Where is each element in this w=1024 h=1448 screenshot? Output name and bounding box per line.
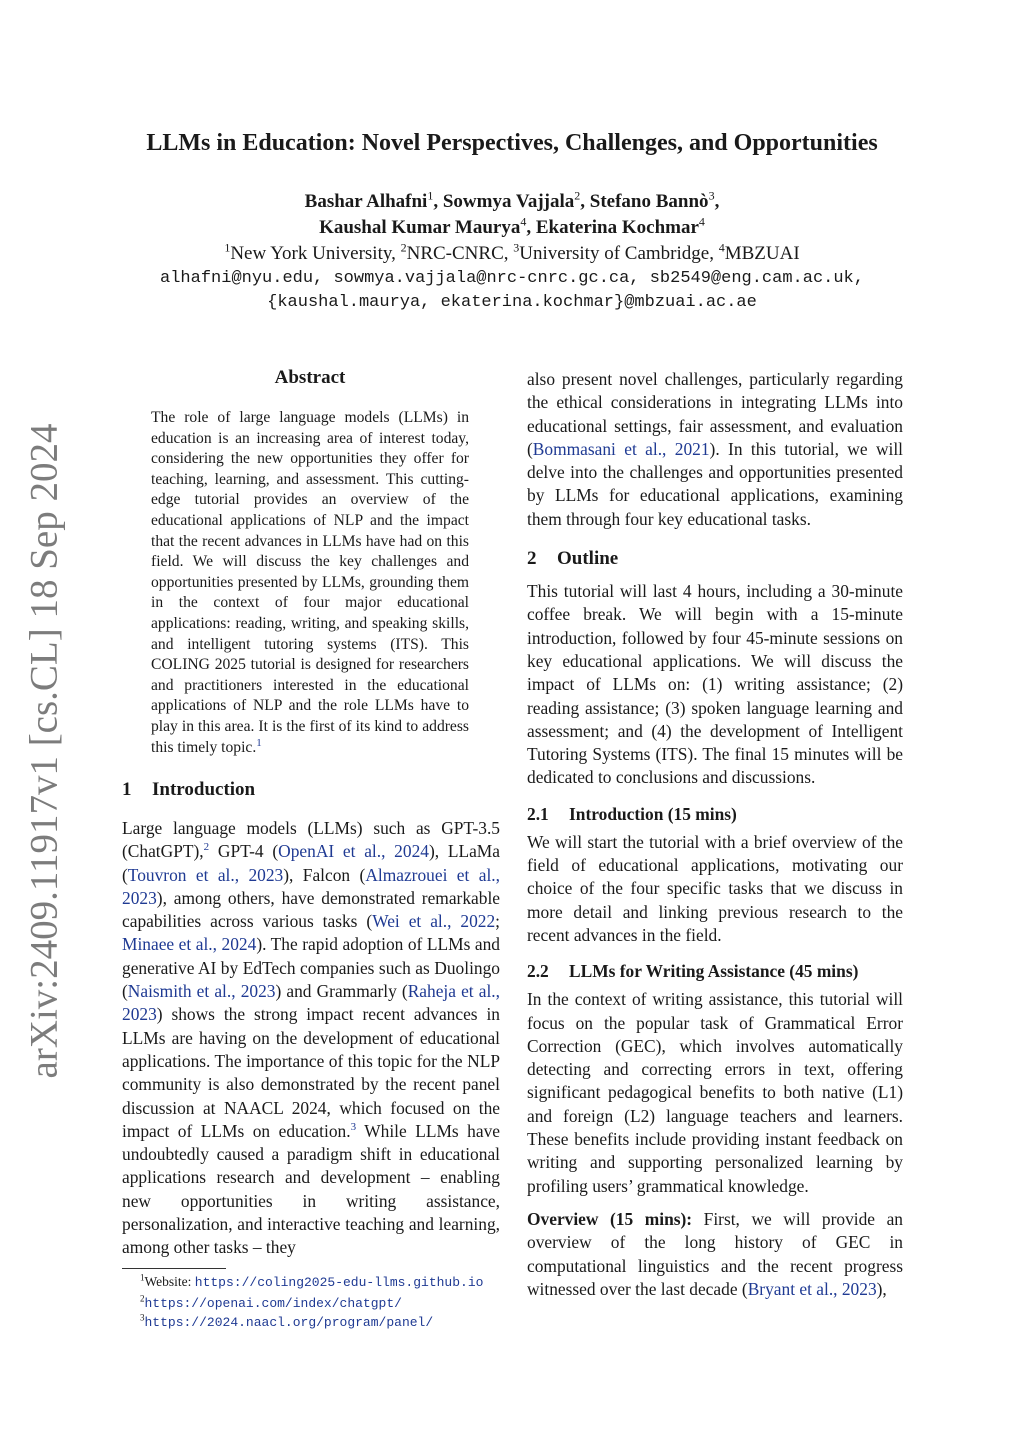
author-block xyxy=(0,189,1024,267)
author-name: Bashar Alhafni xyxy=(304,191,428,212)
subsection-heading xyxy=(527,961,903,982)
footnote-ref[interactable]: 3 xyxy=(350,1121,357,1134)
citation-link[interactable]: Raheja et al., 2023 xyxy=(122,981,500,1025)
author-sep: , xyxy=(433,191,443,212)
author-name: Sowmya Vajjala xyxy=(442,191,575,212)
author-affil-mark: 4 xyxy=(520,214,527,229)
author-sep: , xyxy=(714,191,720,212)
section-heading xyxy=(527,548,903,570)
author-sep: , xyxy=(580,191,590,212)
section-heading xyxy=(122,779,500,801)
author-name: Kaushal Kumar Maurya xyxy=(319,217,521,238)
affiliation: MBZUAI xyxy=(724,243,800,264)
section-title: Outline xyxy=(557,548,619,570)
footnote-ref[interactable]: 2 xyxy=(203,841,210,854)
email-line: {kaushal.maurya, ekaterina.kochmar}@mbzuai.ac.ae xyxy=(267,293,757,312)
citation-link[interactable]: Bommasani et al., 2021 xyxy=(532,438,710,459)
author-affil-mark: 1 xyxy=(427,188,434,203)
subsection-paragraph: In the context of writing assistance, this tutorial will focus on the popular task of Grammatical Error Correction (GEC), which involves automatically detecting and correcting errors in text, offering significant pedagogical benefits to both native (L1) and foreign (L2) language teachers and learners. These benefits include providing instant feedback on writing and supporting personalized learning by profiling users’ grammatical knowledge. xyxy=(527,989,903,1196)
subsection-number: 2.1 xyxy=(527,803,549,824)
abstract-heading: Abstract xyxy=(274,367,346,388)
intro-section xyxy=(122,779,500,1260)
subsection-title: LLMs for Writing Assistance (45 mins) xyxy=(569,961,859,982)
subsection-heading xyxy=(527,804,903,825)
footnote-3: $^3$https://2024.naacl.org/program/panel/ xyxy=(140,1312,434,1330)
abstract-body xyxy=(151,408,469,758)
author-affil-mark: 3 xyxy=(708,188,715,203)
footnote-rule xyxy=(122,1268,226,1269)
footnote-link[interactable]: https://2024.naacl.org/program/panel/ xyxy=(144,1315,434,1330)
footnote-link[interactable]: https://openai.com/index/chatgpt/ xyxy=(144,1296,402,1311)
paragraph-label: Overview (15 mins): xyxy=(527,1208,693,1229)
footnote-1: $^1$Website: https://coling2025-edu-llms.github.io xyxy=(140,1272,484,1290)
citation-link[interactable]: Wei et al., 2022 xyxy=(372,911,496,932)
subsection-title: Introduction (15 mins) xyxy=(569,803,737,824)
author-line-2 xyxy=(0,215,1024,241)
paper-title: LLMs in Education: Novel Perspectives, Challenges, and Opportunities xyxy=(146,130,878,156)
citation-link[interactable]: Naismith et al., 2023 xyxy=(127,981,276,1002)
right-column xyxy=(527,368,903,1301)
affiliation: NRC-CNRC, xyxy=(406,243,514,264)
affil-mark: 4 xyxy=(718,240,725,255)
author-line-1 xyxy=(0,189,1024,215)
affil-mark: 1 xyxy=(224,240,231,255)
email-line: alhafni@nyu.edu, sowmya.vajjala@nrc-cnrc.gc.ca, sb2549@eng.cam.ac.uk, xyxy=(160,269,864,288)
author-affil-mark: 2 xyxy=(574,188,581,203)
abstract-text: The role of large language models (LLMs) in education is an increasing area of interest today, considering the new opportunities they offer for teaching, learning, and assessment. This cutting-edge tutorial provides an overview of the educational applications of NLP and the impact that the recent advances in LLMs have had on this field. We will discuss the key challenges and opportunities presented by LLMs, grounding them in the context of four major educational applications: reading, writing, and speaking skills, and intelligent tutoring systems (ITS). This COLING 2025 tutorial is designed for researchers and practitioners interested in the educational applications of NLP and the role LLMs have to play in this area. It is the first of its kind to address this timely topic. xyxy=(151,409,469,756)
arxiv-id: arXiv:2409.11917v1 [cs.CL] 18 Sep 2024 xyxy=(22,423,66,1079)
citation-link[interactable]: Almazrouei et al., 2023 xyxy=(122,864,500,908)
footnote-link[interactable]: https://coling2025-edu-llms.github.io xyxy=(194,1275,484,1290)
affiliations xyxy=(0,241,1024,267)
affil-mark: 2 xyxy=(400,240,407,255)
section-number: 1 xyxy=(122,779,132,800)
affiliation: New York University, xyxy=(230,243,401,264)
intro-paragraph: Large language models (LLMs) such as GPT-3.5 (ChatGPT),$^2$ GPT-4 (OpenAI et al., 2024), LLaMa (Touvron et al., 2023), Falcon (Almazrouei et al., 2023), among others, have demonstrated remarkable capabilities across various tasks (Wei et al., 2022; Minaee et al., 2024). The rapid adoption of LLMs and generative AI by EdTech companies such as Duolingo (Naismith et al., 2023) and Grammarly (Raheja et al., 2023) shows the strong impact recent advances in LLMs are having on the development of educational applications. The importance of this topic for the NLP community is also demonstrated by the recent panel discussion at NAACL 2024, which focused on the impact of LLMs on education.$^3$ While LLMs have undoubtedly caused a paradigm shift in educational applications research and development – enabling new opportunities in writing assistance, personalization, and interactive teaching and learning, among other tasks – they xyxy=(122,818,500,1258)
author-sep: , xyxy=(526,217,536,238)
footnote-ref[interactable]: 1 xyxy=(256,736,262,749)
subsection-paragraph: We will start the tutorial with a brief overview of the field of educational applications, motivating our choice of the four specific tasks that we discuss in more detail and linking previous research to the recent advances in the field. xyxy=(527,831,903,945)
footnote-2: $^2$https://openai.com/index/chatgpt/ xyxy=(140,1293,402,1311)
author-name: Ekaterina Kochmar xyxy=(535,217,699,238)
citation-link[interactable]: OpenAI et al., 2024 xyxy=(278,841,429,862)
section-number: 2 xyxy=(527,548,537,570)
email-block xyxy=(0,267,1024,315)
affiliation: University of Cambridge, xyxy=(519,243,719,264)
overview-paragraph: Overview (15 mins): First, we will provide an overview of the long history of GEC in computational linguistics and the recent progress witnessed over the last decade (Bryant et al., 2023), xyxy=(527,1208,903,1299)
arxiv-stamp xyxy=(22,423,66,1079)
citation-link[interactable]: Bryant et al., 2023 xyxy=(747,1278,877,1299)
outline-paragraph: This tutorial will last 4 hours, including a 30-minute coffee break. We will begin with a 15-minute introduction, followed by four 45-minute sessions on key educational applications. We will discuss the impact of LLMs on: (1) writing assistance; (2) reading assistance; (3) spoken language learning and assessment; and (4) the development of Intelligent Tutoring Systems (ITS). The final 15 minutes will be dedicated to conclusions and discussions. xyxy=(527,581,903,788)
citation-link[interactable]: Touvron et al., 2023 xyxy=(127,864,284,885)
section-title: Introduction xyxy=(152,779,256,800)
affil-mark: 3 xyxy=(513,240,520,255)
author-name: Stefano Bannò xyxy=(589,191,709,212)
intro-continued: also present novel challenges, particularly regarding the ethical considerations in integrating LLMs into educational settings, fair assessment, and evaluation (Bommasani et al., 2021). In this tutorial, we will delve into the challenges and opportunities presented by LLMs for educational applications, examining them through four key educational tasks. xyxy=(527,369,904,529)
subsection-number: 2.2 xyxy=(527,961,549,982)
citation-link[interactable]: Minaee et al., 2024 xyxy=(122,934,257,955)
author-affil-mark: 4 xyxy=(698,214,705,229)
